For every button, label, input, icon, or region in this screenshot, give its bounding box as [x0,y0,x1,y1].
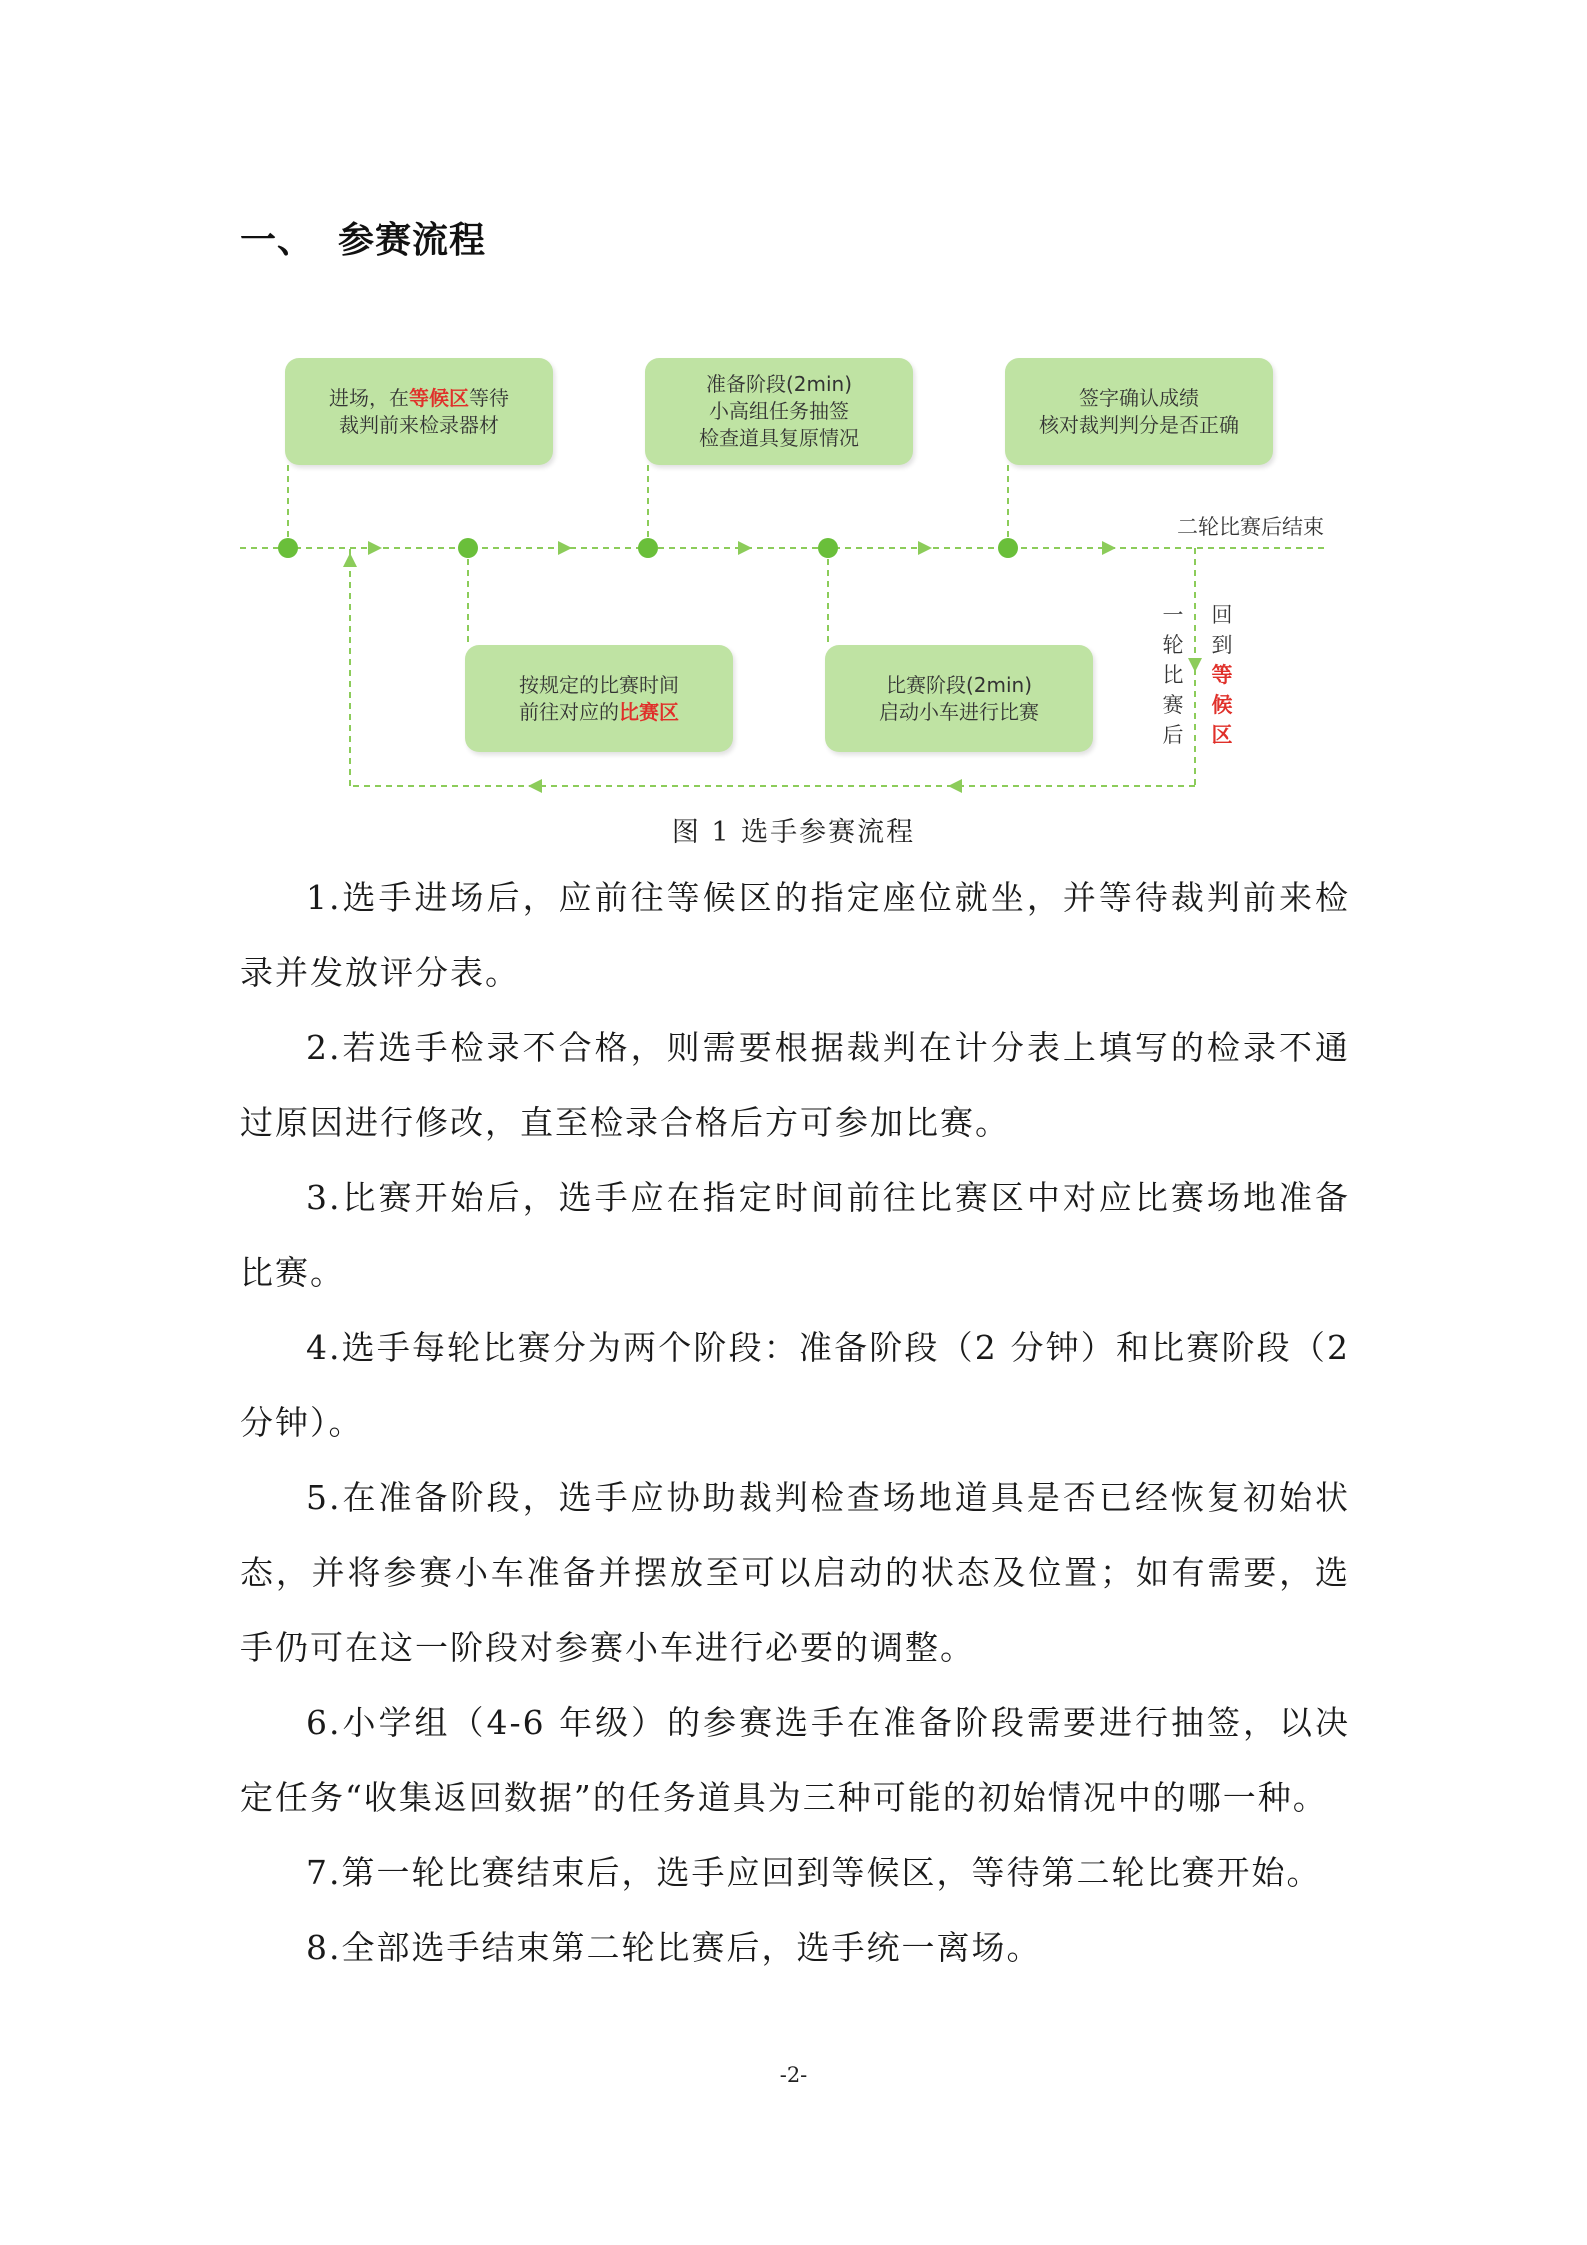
side-label-after-round-one: 一轮比赛后 [1162,603,1184,747]
paragraph: 3.比赛开始后，选手应在指定时间前往比赛区中对应比赛场地准备比赛。 [240,1178,1350,1292]
paragraph: 2.若选手检录不合格，则需要根据裁判在计分表上填写的检录不通过原因进行修改，直至检录合格后方可参加比赛。 [240,1028,1350,1142]
flow-box-go-to-area [465,645,733,752]
flow-box-line: 准备阶段(2min) [705,372,853,396]
timeline-dot [458,538,478,558]
arrow-head [368,541,382,555]
arrow-head [918,541,932,555]
flow-box-line: 检查道具复原情况 [699,426,859,450]
paragraph: 8.全部选手结束第二轮比赛后，选手统一离场。 [306,1928,1042,1967]
body-text [240,860,1350,1985]
flowchart [240,355,1350,800]
flow-box-line: 小高组任务抽签 [709,399,849,423]
section-number: 一、 [240,220,315,261]
section-heading [240,212,486,263]
side-label-return: 回到等候区 [1211,603,1233,747]
paragraph: 6.小学组（4-6 年级）的参赛选手在准备阶段需要进行抽签，以决定任务“收集返回数据”的任务道具为三种可能的初始情况中的哪一种。 [240,1703,1350,1817]
arrow-head [738,541,752,555]
paragraph: 5.在准备阶段，选手应协助裁判检查场地道具是否已经恢复初始状态，并将参赛小车准备并摆放至可以启动的状态及位置；如有需要，选手仍可在这一阶段对参赛小车进行必要的调整。 [240,1478,1350,1667]
flow-box-confirm [1005,358,1273,465]
arrow-head [948,779,962,793]
section-title: 参赛流程 [338,220,487,261]
flow-box-line: 核对裁判判分是否正确 [1039,412,1239,437]
page-number: -2- [779,2063,808,2087]
flow-box-race [825,645,1093,752]
end-label: 二轮比赛后结束 [1177,515,1324,539]
timeline-dot [278,538,298,558]
arrow-head [1102,541,1116,555]
timeline-dot [818,538,838,558]
flow-box-line: 前往对应的比赛区 [519,699,679,724]
flow-box-enter [285,358,553,465]
paragraph: 7.第一轮比赛结束后，选手应回到等候区，等待第二轮比赛开始。 [306,1853,1322,1892]
timeline-dot [638,538,658,558]
flow-box-line: 签字确认成绩 [1079,385,1199,410]
arrow-head [528,779,542,793]
arrow-head [343,553,357,567]
arrow-head [558,541,572,555]
flow-box-prepare [645,358,913,465]
paragraph: 4.选手每轮比赛分为两个阶段：准备阶段（2 分钟）和比赛阶段（2 分钟）。 [240,1328,1350,1442]
timeline-dot [998,538,1018,558]
arrow-head [1188,658,1202,672]
flow-box-line: 裁判前来检录器材 [339,412,499,437]
paragraph: 1.选手进场后，应前往等候区的指定座位就坐，并等待裁判前来检录并发放评分表。 [240,878,1350,992]
flow-box-line: 比赛阶段(2min) [885,672,1033,697]
flow-box-line: 进场，在等候区等待 [329,385,509,410]
figure-caption: 图 1 选手参赛流程 [671,817,916,848]
flow-box-line: 按规定的比赛时间 [519,672,679,697]
flow-box-line: 启动小车进行比赛 [879,699,1039,724]
